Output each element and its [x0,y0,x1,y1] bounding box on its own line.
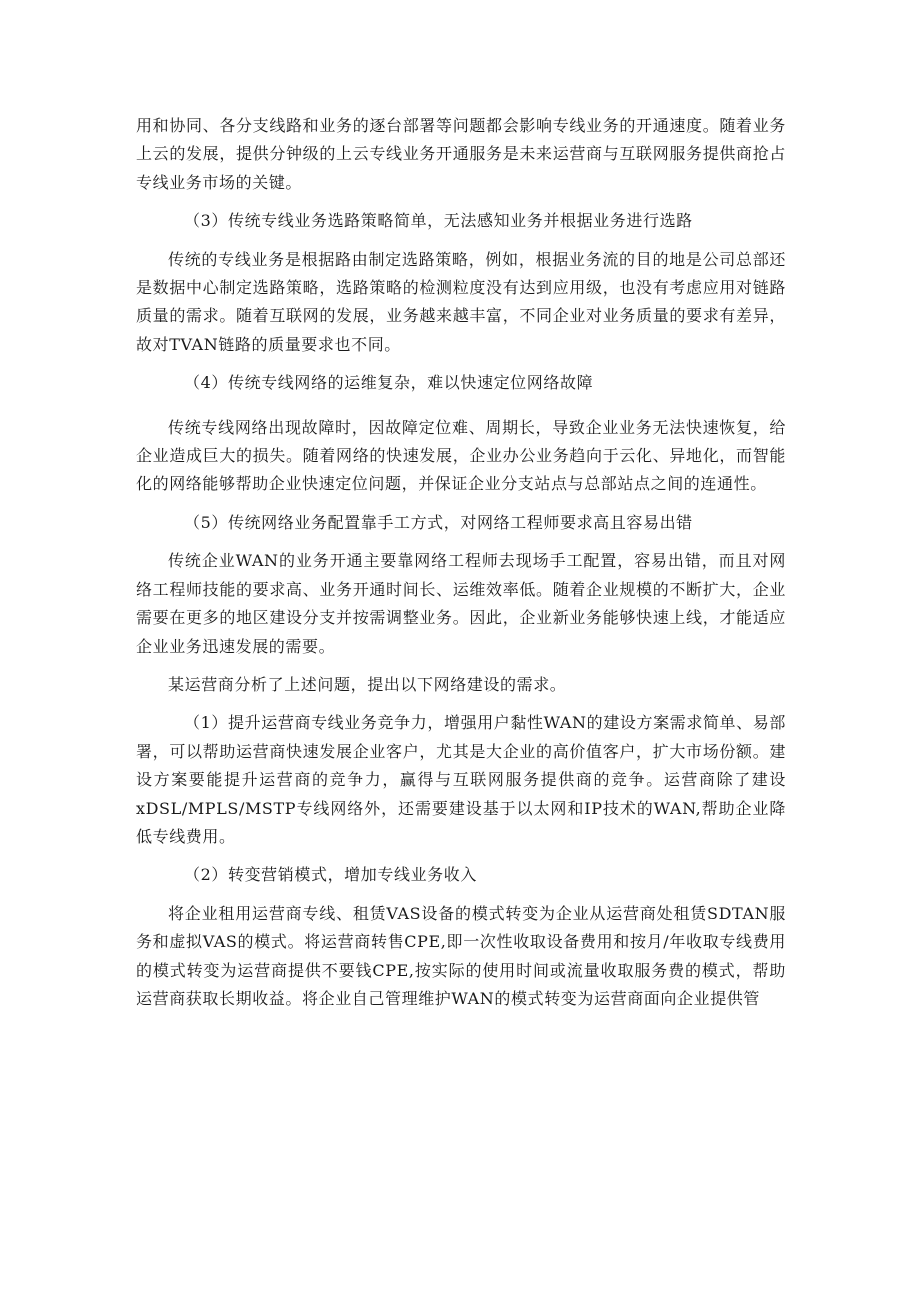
section-heading-3: （3）传统专线业务选路策略简单，无法感知业务并根据业务进行选路 [184,211,693,231]
paragraph-requirements-intro: 某运营商分析了上述问题，提出以下网络建设的需求。 [168,674,567,694]
section-heading-5: （5）传统网络业务配置靠手工方式，对网络工程师要求高且容易出错 [184,512,693,532]
document-body [136,112,786,1023]
paragraph-fault-location: 传统专线网络出现故障时，因故障定位难、周期长，导致企业业务无法快速恢复，给企业造成巨大的损失。随着网络的快速发展，企业办公业务趋向于云化、异地化，而智能化的网络能够帮助企业快速定位问题，并保证企业分支站点与总部站点之间的连通性。 [136,417,786,494]
requirement-2-heading: （2）转变营销模式，增加专线业务收入 [184,865,477,885]
paragraph-manual-config: 传统企业WAN的业务开通主要靠网络工程师去现场手工配置，容易出错，而且对网络工程师技能的要求高、业务开通时间长、运维效率低。随着企业规模的不断扩大，企业需要在更多的地区建设分支并按需调整业务。因此，企业新业务能够快速上线，才能适应企业业务迅速发展的需要。 [136,551,786,656]
section-heading-4: （4）传统专线网络的运维复杂，难以快速定位网络故障 [184,373,594,393]
paragraph-continuation: 用和协同、各分支线路和业务的逐台部署等问题都会影响专线业务的开通速度。随着业务上云的发展，提供分钟级的上云专线业务开通服务是未来运营商与互联网服务提供商抢占专线业务市场的关键。 [136,116,786,192]
paragraph-marketing-model: 将企业租用运营商专线、租赁VAS设备的模式转变为企业从运营商处租赁SDTAN服务和虚拟VAS的模式。将运营商转售CPE,即一次性收取设备费用和按月/年收取专线费用的模式转变为运营商提供不要钱CPE,按实际的使用时间或流量收取服务费的模式，帮助运营商获取长期收益。将企业自己管理维护WAN的模式转变为运营商面向企业提供管 [136,903,786,1008]
requirement-1: （1）提升运营商专线业务竞争力，增强用户黏性WAN的建设方案需求简单、易部署，可以帮助运营商快速发展企业客户，尤其是大企业的高价值客户，扩大市场份额。建设方案要能提升运营商的竞争力，赢得与互联网服务提供商的竞争。运营商除了建设xDSL/MPLS/MSTP专线网络外，还需要建设基于以太网和IP技术的WAN,帮助企业降低专线费用。 [136,713,786,846]
paragraph-route-strategy: 传统的专线业务是根据路由制定选路策略，例如，根据业务流的目的地是公司总部还是数据中心制定选路策略，选路策略的检测粒度没有达到应用级，也没有考虑应用对链路质量的需求。随着互联网的发展，业务越来越丰富，不同企业对业务质量的要求有差异，故对TVAN链路的质量要求也不同。 [136,249,786,354]
